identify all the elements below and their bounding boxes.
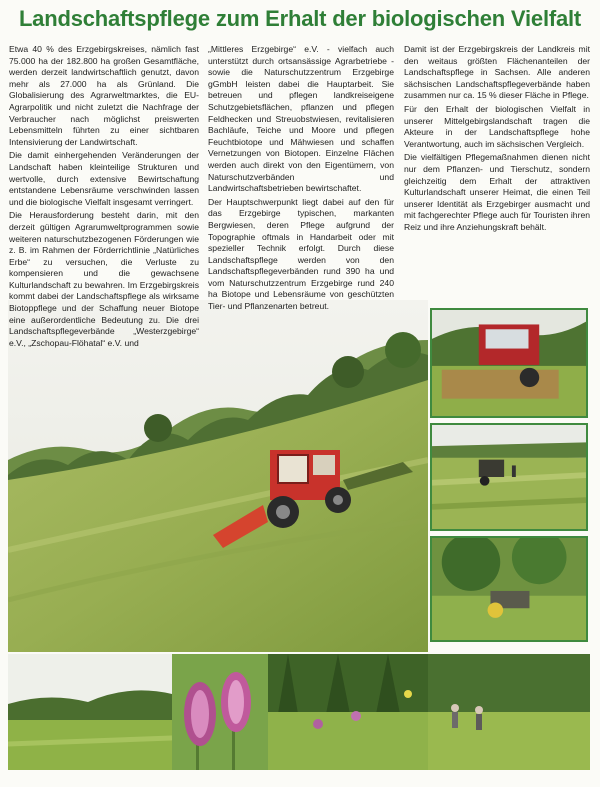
headline: Landschaftspflege zum Erhalt der biologischen Vielfalt bbox=[18, 6, 582, 31]
bottom-photo-4 bbox=[428, 654, 590, 770]
paragraph: Die Herausforderung besteht darin, mit den derzeit gültigen Agrarumweltprogrammen sowie weiteren naturschutzbezogenen Förderungen wie z. B. im Rahmen der Förderrichtlinie „Natürliches Erbe“ zu versuchen, die Verluste zu kompensieren und die gewachsene Kulturlandschaft zu bewahren. Im Erzgebirgskreis kommt dabei der Landschaftspflege als wirksame Biotoppflege und der Schaffung neuer Biotope eine außerordentliche Bedeutung zu. Die drei Landschaftspflegeverbände „Westerzgebirge“ e.V., „Zschopau-Flöhatal“ e.V. und bbox=[9, 210, 199, 348]
bottom-photo-2 bbox=[172, 654, 268, 770]
paragraph: Für den Erhalt der biologischen Vielfalt in unserer Mittelgebirgslandschaft tragen die Akteure in der Landschaftspflege hohe Verantwortung, auch im sächsischen Vergleich. bbox=[404, 103, 590, 149]
side-photo-2 bbox=[430, 423, 588, 531]
bottom-photo-3 bbox=[268, 654, 428, 770]
paragraph: Die damit einhergehenden Veränderungen der Landschaft haben kleinteilige Strukturen und wertvolle, durch extensive Bewirtschaftung entstandene Lebensräume verschwinden lassen und die biologische Vielfalt insgesamt verringert. bbox=[9, 150, 199, 207]
text-column-2 bbox=[208, 44, 394, 315]
side-photo-3 bbox=[430, 536, 588, 642]
text-column-1 bbox=[9, 44, 199, 351]
main-mower-photo bbox=[8, 300, 428, 652]
bottom-photo-1 bbox=[8, 654, 172, 770]
paragraph: „Mittleres Erzgebirge“ e.V. - vielfach auch unterstützt durch ortsansässige Agrarbetriebe - sowie die Naturschutzzentrum Erzgebirge gGmbH leisten dabei die Hauptarbeit. Sie betreuen und pflegen landkreiseigene Schutzgebietsflächen, pflanzen und pflegen Feldhecken und Streuobstwiesen, revitalisieren Bachläufe, Teiche und Moore und pflegen Feuchtbiotope und Mähwiesen und schaffen Vernetzungen von Biotopen. Einzelne Flächen werden auch direkt von den Eigentümern, von Naturschutzverbänden und Landwirtschaftsbetrieben bewirtschaftet. bbox=[208, 44, 394, 194]
paragraph: Der Hauptschwerpunkt liegt dabei auf den für das Erzgebirge typischen, markanten Bergwiesen, deren Pflege aufgrund der Topographie oftmals in Handarbeit oder mit spezieller Technik erfolgt. Durch diese Landschaftspflege werden von den Landschaftspflegeverbänden rund 390 ha und vom Naturschutzzentrum Erzgebirge rund 240 ha Biotope und Lebensräume von geschützten Tier- und Pflanzenarten betreut. bbox=[208, 196, 394, 312]
paragraph: Etwa 40 % des Erzgebirgskreises, nämlich fast 75.000 ha der 182.800 ha großen Gesamtfläche, werden derzeit landwirtschaftlich genutzt, davon mehr als 27.000 ha als Grünland. Die Globalisierung des Agrarweltmarktes, die EU-Agrarpolitik und nicht zuletzt die Nachfrage der Verbraucher nach möglichst preiswerten Lebensmitteln führten zu einer sichtbaren Intensivierung der Landwirtschaft. bbox=[9, 44, 199, 147]
side-photo-1 bbox=[430, 308, 588, 418]
text-column-3 bbox=[404, 44, 590, 236]
paragraph: Damit ist der Erzgebirgskreis der Landkreis mit den weitaus größten Flächenanteilen der Landschaftspflege in Sachsen. Alle anderen sächsischen Landschaftspflegeverbände haben zusammen nur ca. 15 % dieser Fläche in Pflege. bbox=[404, 44, 590, 101]
paragraph: Die vielfältigen Pflegemaßnahmen dienen nicht nur dem Pflanzen- und Tierschutz, sondern gleichzeitig dem Erhalt der attraktiven Kulturlandschaft unserer Heimat, die einen Teil unserer Identität als Erzgebirger ausmacht und mit fachgerechter Pflege auch für Touristen ihren Reiz und ihre Anziehungskraft behält. bbox=[404, 152, 590, 232]
